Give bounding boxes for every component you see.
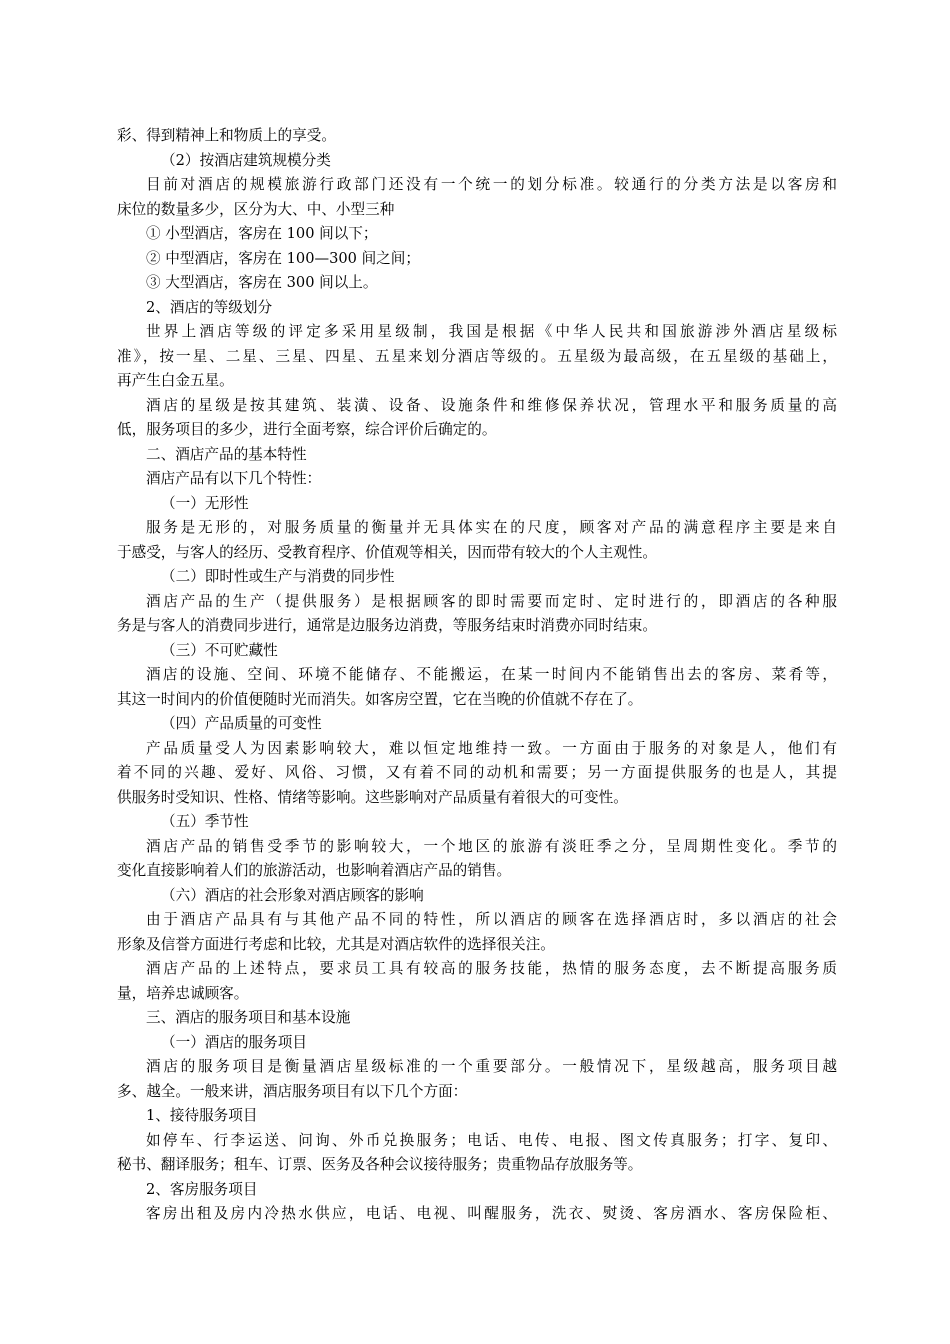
text-line: 服务是无形的，对服务质量的衡量并无具体实在的尺度，顾客对产品的满意程序主要是来自 <box>146 519 837 536</box>
subheading: （三）不可贮藏性 <box>161 641 278 659</box>
list-item: ② 中型酒店，客房在 100—300 间之间； <box>146 249 420 267</box>
subheading: （一）无形性 <box>161 494 249 512</box>
text-line: 彩、得到精神上和物质上的享受。 <box>117 127 336 144</box>
subheading: （一）酒店的服务项目 <box>161 1033 307 1051</box>
text-line: 酒店的星级是按其建筑、装潢、设备、设施条件和维修保养状况，管理水平和服务质量的高 <box>146 396 837 414</box>
text-line: 再产生白金五星。 <box>117 372 234 389</box>
text-line: 着不同的兴趣、爱好、风俗、习惯，又有着不同的动机和需要；另一方面提供服务的也是人，其提 <box>117 764 837 781</box>
text-line: 秘书、翻译服务；租车、订票、医务及各种会议接待服务；贵重物品存放服务等。 <box>117 1156 643 1173</box>
text-line: 变化直接影响着人们的旅游活动，也影响着酒店产品的销售。 <box>117 862 512 879</box>
text-line: 酒店产品的上述特点，要求员工具有较高的服务技能，热情的服务态度，去不断提高服务质 <box>146 960 837 977</box>
text-line: 酒店的服务项目是衡量酒店星级标准的一个重要部分。一般情况下，星级越高，服务项目越 <box>146 1058 837 1075</box>
text-line: 客房出租及房内冷热水供应，电话、电视、叫醒服务，洗衣、熨烫、客房酒水、客房保险柜、 <box>146 1205 837 1222</box>
section-heading: 三、酒店的服务项目和基本设施 <box>146 1009 351 1026</box>
text-line: 目前对酒店的规模旅游行政部门还没有一个统一的划分标准。较通行的分类方法是以客房和 <box>146 176 837 193</box>
text-line: 低，服务项目的多少，进行全面考察，综合评价后确定的。 <box>117 421 497 438</box>
subheading: 2、客房服务项目 <box>146 1180 258 1198</box>
text-line: 产品质量受人为因素影响较大，难以恒定地维持一致。一方面由于服务的对象是人，他们有 <box>146 739 837 757</box>
text-line: 酒店产品的销售受季节的影响较大，一个地区的旅游有淡旺季之分，呈周期性变化。季节的 <box>146 837 837 855</box>
text-line: 酒店产品的生产（提供服务）是根据顾客的即时需要而定时、定时进行的，即酒店的各种服 <box>146 592 837 610</box>
text-line: 如停车、行李运送、问询、外币兑换服务；电话、电传、电报、图文传真服务；打字、复印、 <box>146 1131 837 1149</box>
text-line: 于感受，与客人的经历、受教育程序、价值观等相关，因而带有较大的个人主观性。 <box>117 543 657 561</box>
text-line: 酒店的设施、空间、环境不能储存、不能搬运，在某一时间内不能销售出去的客房、菜肴等， <box>146 666 837 683</box>
text-line: 床位的数量多少，区分为大、中、小型三种 <box>117 200 395 218</box>
subheading: （2）按酒店建筑规模分类 <box>161 151 331 169</box>
text-line: 供服务时受知识、性格、情绪等影响。这些影响对产品质量有着很大的可变性。 <box>117 788 628 806</box>
text-line: 世界上酒店等级的评定多采用星级制，我国是根据《中华人民共和国旅游涉外酒店星级标 <box>146 323 837 340</box>
section-heading: 二、酒店产品的基本特性 <box>146 445 307 463</box>
text-line: 由于酒店产品具有与其他产品不同的特性，所以酒店的顾客在选择酒店时，多以酒店的社会 <box>146 911 837 928</box>
subheading: 1、接待服务项目 <box>146 1107 258 1124</box>
text-line: 形象及信誉方面进行考虑和比较，尤其是对酒店软件的选择很关注。 <box>117 935 555 953</box>
text-line: 酒店产品有以下几个特性： <box>146 470 322 487</box>
document-page <box>117 124 837 1227</box>
text-line: 准》，按一星、二星、三星、四星、五星来划分酒店等级的。五星级为最高级，在五星级的基础上， <box>117 347 837 365</box>
text-line: 其这一时间内的价值便随时光而消失。如客房空置，它在当晚的价值就不存在了。 <box>117 690 643 708</box>
subheading: （二）即时性或生产与消费的同步性 <box>161 568 395 585</box>
subheading: （四）产品质量的可变性 <box>161 715 322 732</box>
subheading: 2、酒店的等级划分 <box>146 298 273 316</box>
text-line: 务是与客人的消费同步进行，通常是边服务边消费，等服务结束时消费亦同时结束。 <box>117 617 657 634</box>
text-line: 多、越全。一般来讲，酒店服务项目有以下几个方面： <box>117 1082 468 1100</box>
text-line: 量，培养忠诚顾客。 <box>117 984 249 1002</box>
subheading: （六）酒店的社会形象对酒店顾客的影响 <box>161 886 424 904</box>
list-item: ① 小型酒店，客房在 100 间以下； <box>146 225 378 242</box>
list-item: ③ 大型酒店，客房在 300 间以上。 <box>146 274 378 291</box>
subheading: （五）季节性 <box>161 813 249 830</box>
